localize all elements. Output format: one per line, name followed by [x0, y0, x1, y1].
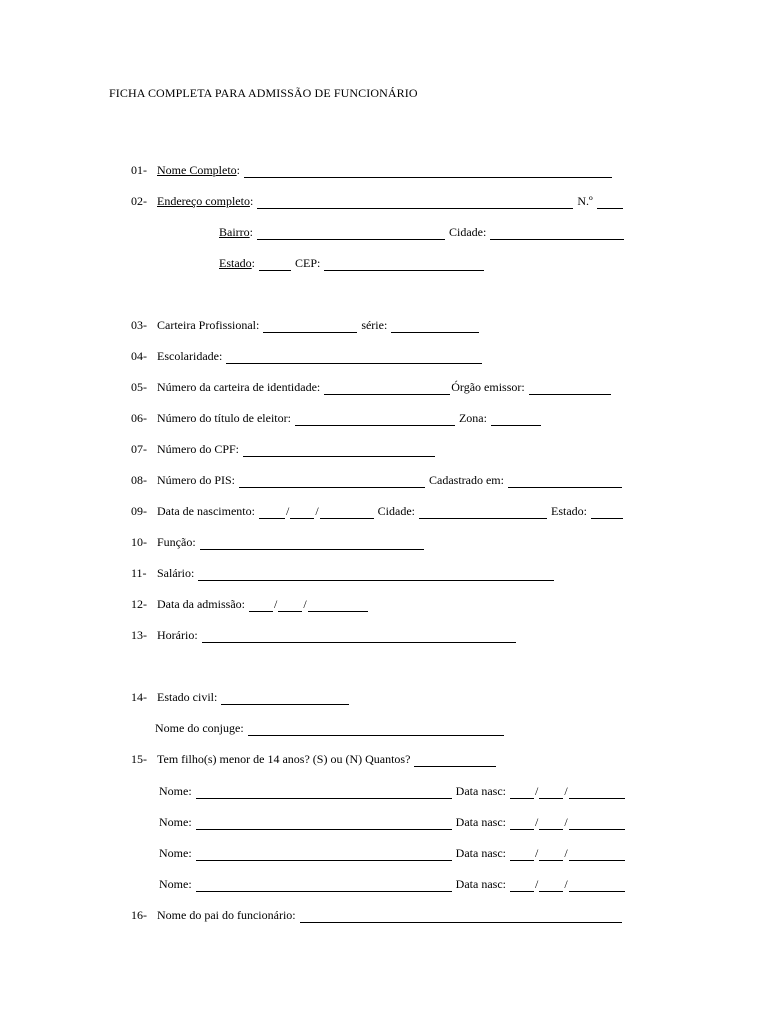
label-data-nasc-filho: Data nasc: [455, 846, 506, 860]
label-endereco: Endereço completo [157, 194, 250, 208]
label-nome-pai: Nome do pai do funcionário: [157, 908, 296, 922]
input-bairro[interactable] [257, 226, 445, 240]
label-cadastrado-em: Cadastrado em: [429, 473, 504, 487]
input-ano-filho[interactable] [569, 785, 625, 799]
input-cidade[interactable] [490, 226, 624, 240]
input-dia[interactable] [259, 505, 285, 519]
input-cpf[interactable] [243, 443, 435, 457]
label-estado-nasc: Estado: [550, 504, 587, 518]
input-pis[interactable] [239, 474, 425, 488]
input-mes-filho[interactable] [539, 847, 563, 861]
item-number: 07- [131, 442, 147, 456]
label-bairro: Bairro [219, 225, 250, 239]
label-data-nascimento: Data de nascimento: [157, 504, 255, 518]
item-number: 15- [131, 752, 147, 766]
item-number: 04- [131, 349, 147, 363]
label-cpf: Número do CPF: [157, 442, 240, 456]
input-numero[interactable] [597, 195, 623, 209]
item-number: 12- [131, 597, 147, 611]
label-funcao: Função: [157, 535, 196, 549]
label-cidade-nasc: Cidade: [377, 504, 415, 518]
input-ano[interactable] [320, 505, 374, 519]
input-dia-filho[interactable] [510, 878, 534, 892]
label-numero: N.º [577, 194, 593, 208]
input-carteira[interactable] [263, 319, 357, 333]
label-carteira: Carteira Profissional: [157, 318, 260, 332]
input-ano-filho[interactable] [569, 816, 625, 830]
label-nome-filho: Nome: [159, 877, 192, 891]
label-filhos: Tem filho(s) menor de 14 anos? (S) ou (N) Quantos? [157, 752, 411, 766]
input-dia-filho[interactable] [510, 816, 534, 830]
item-number: 13- [131, 628, 147, 642]
input-cep[interactable] [324, 257, 484, 271]
label-titulo-eleitor: Número do título de eleitor: [157, 411, 291, 425]
label-nome-filho: Nome: [159, 846, 192, 860]
label-data-admissao: Data da admissão: [157, 597, 245, 611]
input-nome-filho[interactable] [196, 785, 452, 799]
input-nome-conjuge[interactable] [248, 722, 504, 736]
label-pis: Número do PIS: [157, 473, 235, 487]
input-nome-filho[interactable] [196, 847, 452, 861]
label-data-nasc-filho: Data nasc: [455, 784, 506, 798]
input-funcao[interactable] [200, 536, 424, 550]
input-zona[interactable] [491, 412, 541, 426]
input-cadastrado-em[interactable] [508, 474, 622, 488]
item-number: 06- [131, 411, 147, 425]
input-ano-admissao[interactable] [308, 598, 368, 612]
item-number: 08- [131, 473, 147, 487]
form-title: FICHA COMPLETA PARA ADMISSÃO DE FUNCIONÁRIO [109, 86, 418, 100]
input-identidade[interactable] [324, 381, 450, 395]
item-number: 01- [131, 163, 147, 177]
label-data-nasc-filho: Data nasc: [455, 877, 506, 891]
input-cidade-nasc[interactable] [419, 505, 547, 519]
label-zona: Zona: [458, 411, 487, 425]
label-nome-conjuge: Nome do conjuge: [155, 721, 244, 735]
input-horario[interactable] [202, 629, 516, 643]
input-dia-filho[interactable] [510, 785, 534, 799]
input-nome-completo[interactable] [244, 164, 612, 178]
input-dia-filho[interactable] [510, 847, 534, 861]
label-estado: Estado [219, 256, 252, 270]
label-serie: série: [361, 318, 388, 332]
input-titulo-eleitor[interactable] [295, 412, 455, 426]
input-salario[interactable] [198, 567, 554, 581]
label-data-nasc-filho: Data nasc: [455, 815, 506, 829]
input-nome-pai[interactable] [300, 909, 622, 923]
item-number: 09- [131, 504, 147, 518]
input-mes-admissao[interactable] [278, 598, 302, 612]
input-escolaridade[interactable] [226, 350, 482, 364]
label-nome-filho: Nome: [159, 815, 192, 829]
label-orgao-emissor: Órgão emissor: [451, 380, 525, 394]
input-estado-nasc[interactable] [591, 505, 623, 519]
label-cep: CEP: [295, 256, 321, 270]
input-ano-filho[interactable] [569, 878, 625, 892]
label-identidade: Número da carteira de identidade: [157, 380, 321, 394]
form-page: FICHA COMPLETA PARA ADMISSÃO DE FUNCIONÁRIO 01- Nome Completo: 02- Endereço completo: N.º Bairro: Cidade: Estado: CEP: 03- Carteira Profissional: série: 04- Escolaridade: 05- Número da carteira de identidade: Órgão emissor: 06- Número do título de eleitor: Zona: 07- Número do CPF: 08- Número do PIS: Cadastrado em: 09- Data de nascimento: / / Cidade: Estado: 10- Função: 11- Salário: 12- Data da admissão: / / 13- Horário: 14- Estado civil: Nome do conjuge: 15- Tem filho(s) menor de 14 anos? (S) ou (N) Quantos? Nome: Data nasc: / / Nome: Data nasc: / / Nome: Data nasc: / / Nome: Data nasc: / / 16- Nome do pai do funcionário: [0, 0, 768, 1024]
item-number: 10- [131, 535, 147, 549]
item-number: 02- [131, 194, 147, 208]
item-number: 16- [131, 908, 147, 922]
label-nome-filho: Nome: [159, 784, 192, 798]
input-estado[interactable] [259, 257, 291, 271]
input-mes-filho[interactable] [539, 878, 563, 892]
label-cidade: Cidade: [449, 225, 487, 239]
input-estado-civil[interactable] [221, 691, 349, 705]
label-escolaridade: Escolaridade: [157, 349, 223, 363]
input-orgao-emissor[interactable] [529, 381, 611, 395]
label-salario: Salário: [157, 566, 195, 580]
label-nome-completo: Nome Completo [157, 163, 237, 177]
input-serie[interactable] [391, 319, 479, 333]
input-quantos[interactable] [414, 753, 496, 767]
input-endereco[interactable] [257, 195, 573, 209]
item-number: 03- [131, 318, 147, 332]
input-mes-filho[interactable] [539, 785, 563, 799]
item-number: 11- [131, 566, 147, 580]
label-horario: Horário: [157, 628, 198, 642]
label-estado-civil: Estado civil: [157, 690, 218, 704]
input-nome-filho[interactable] [196, 816, 452, 830]
input-ano-filho[interactable] [569, 847, 625, 861]
input-mes[interactable] [290, 505, 314, 519]
item-number: 05- [131, 380, 147, 394]
input-mes-filho[interactable] [539, 816, 563, 830]
item-number: 14- [131, 690, 147, 704]
input-nome-filho[interactable] [196, 878, 452, 892]
input-dia-admissao[interactable] [249, 598, 273, 612]
